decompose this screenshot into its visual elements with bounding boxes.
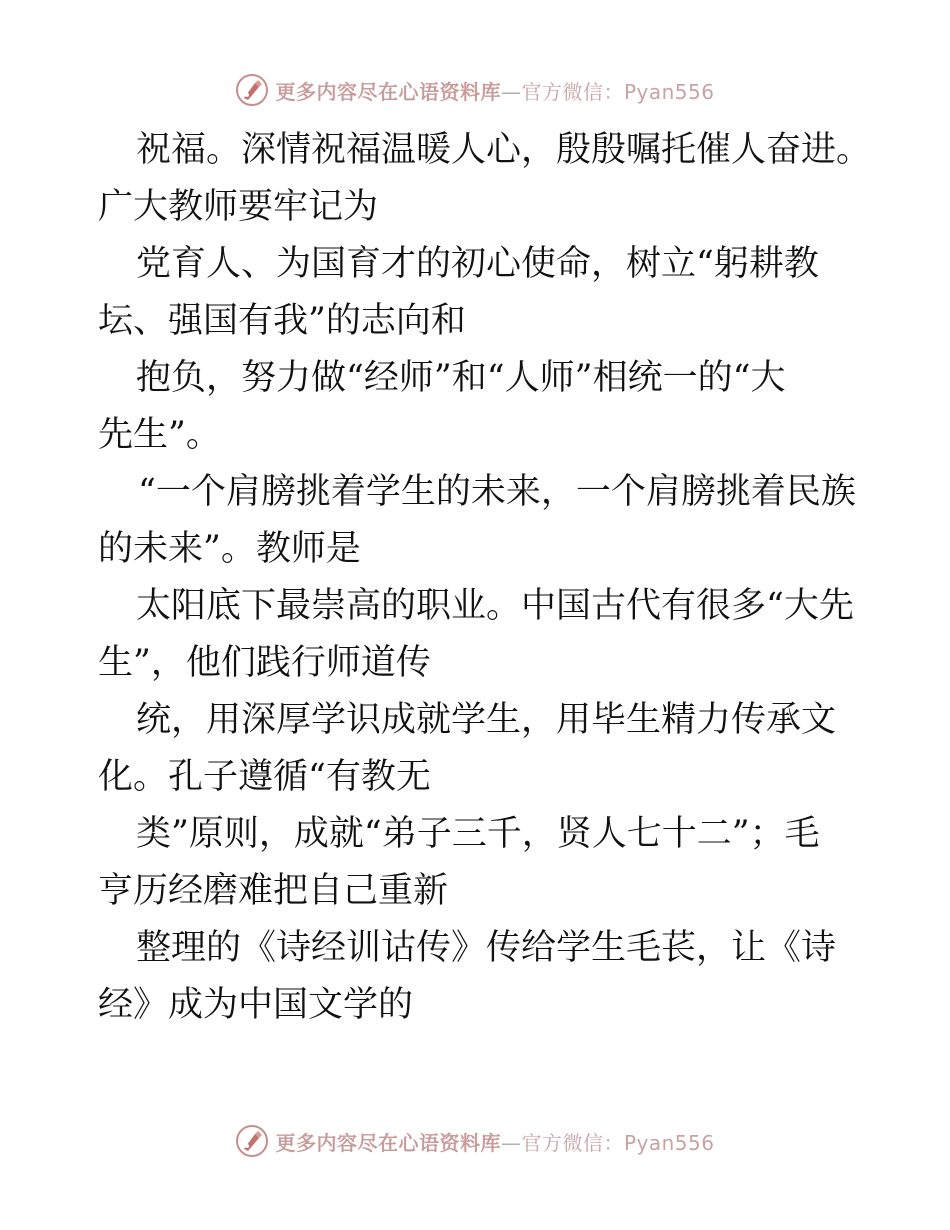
watermark-group xyxy=(235,1124,714,1158)
paragraph-line: 抱负，努力做“经师”和“人师”相统一的“大 xyxy=(136,358,786,398)
paragraph-line: 坛、强国有我”的志向和 xyxy=(98,301,466,341)
paragraph-line: 太阳底下最崇高的职业。中国古代有很多“大先 xyxy=(136,586,854,626)
pen-nib-logo-icon xyxy=(235,73,269,107)
paragraph-line: 党育人、为国育才的初心使命，树立“躬耕教 xyxy=(136,244,819,284)
paragraph xyxy=(98,122,872,236)
paragraph-line: 祝福。深情祝福温暖人心，殷殷嘱托催人奋进。 xyxy=(136,130,872,170)
paragraph-line: 亨历经磨难把自己重新 xyxy=(98,871,449,911)
watermark-group xyxy=(235,73,714,107)
paragraph-line: 的未来”。教师是 xyxy=(98,529,361,569)
paragraph xyxy=(98,350,858,464)
paragraph xyxy=(98,692,858,806)
watermark-wechat: 官方微信：Pyan556 xyxy=(521,79,715,104)
footer-watermark xyxy=(0,1121,950,1161)
paragraph xyxy=(98,920,858,1034)
paragraph-line: 广大教师要牢记为 xyxy=(98,187,379,227)
watermark-text xyxy=(275,76,714,105)
watermark-brand: 更多内容尽在心语资料库 xyxy=(275,1130,501,1155)
header-watermark xyxy=(0,70,950,110)
watermark-separator: — xyxy=(500,79,522,104)
paragraph-line: 整理的《诗经训诂传》传给学生毛苌，让《诗 xyxy=(136,928,837,968)
watermark-wechat: 官方微信：Pyan556 xyxy=(521,1130,715,1155)
paragraph xyxy=(98,806,858,920)
document-body xyxy=(98,122,872,1034)
paragraph xyxy=(98,578,858,692)
watermark-separator: — xyxy=(500,1130,522,1155)
paragraph-line: 生”，他们践行师道传 xyxy=(98,643,431,683)
paragraph xyxy=(98,236,858,350)
watermark-text xyxy=(275,1127,714,1156)
pen-nib-logo-icon xyxy=(235,1124,269,1158)
watermark-brand: 更多内容尽在心语资料库 xyxy=(275,79,501,104)
paragraph-line: “一个肩膀挑着学生的未来，一个肩膀挑着民族 xyxy=(138,472,856,512)
paragraph-line: 统，用深厚学识成就学生，用毕生精力传承文 xyxy=(136,700,837,740)
paragraph-line: 先生”。 xyxy=(98,415,221,455)
paragraph xyxy=(98,464,858,578)
paragraph-line: 经》成为中国文学的 xyxy=(98,985,414,1025)
paragraph-line: 化。孔子遵循“有教无 xyxy=(98,757,431,797)
paragraph-line: 类”原则，成就“弟子三千，贤人七十二”；毛 xyxy=(136,814,820,854)
